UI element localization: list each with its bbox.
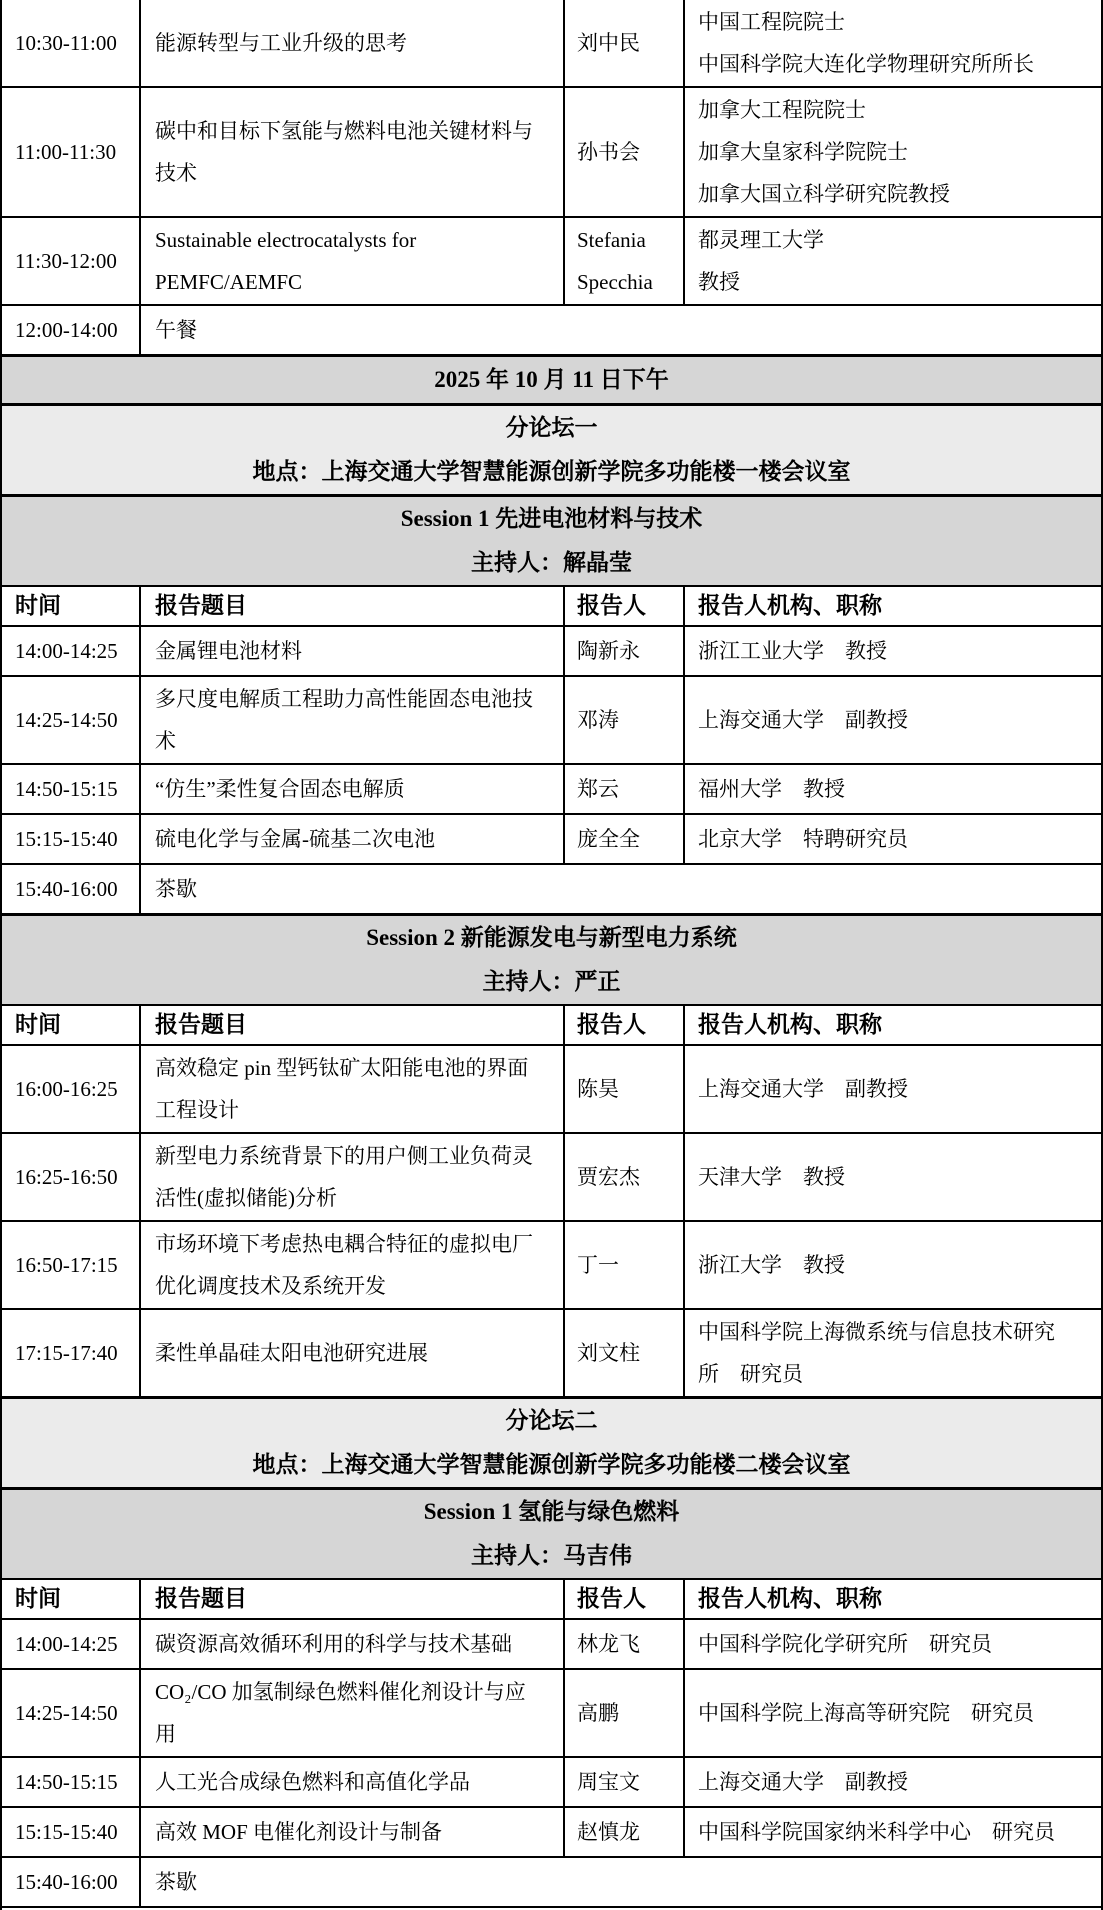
time-text: 15:15-15:40 bbox=[15, 1820, 118, 1844]
title-text: Sustainable electrocatalysts for bbox=[155, 228, 417, 252]
time-cell bbox=[2, 1134, 141, 1220]
title-text: 碳中和目标下氢能与燃料电池关键材料与 bbox=[155, 119, 533, 143]
date-banner-text: 2025 年 10 月 11 日下午 bbox=[434, 367, 669, 392]
time-text: 14:00-14:25 bbox=[15, 1632, 118, 1656]
affiliation-text: 加拿大国立科学研究院教授 bbox=[698, 182, 950, 206]
time-text: 14:50-15:15 bbox=[15, 777, 118, 801]
column-header-affiliation bbox=[685, 587, 1101, 625]
affiliation-text: 教授 bbox=[698, 270, 740, 294]
speaker-text: 刘中民 bbox=[577, 31, 640, 55]
schedule-row bbox=[2, 865, 1101, 915]
affiliation-cell bbox=[685, 765, 1101, 813]
title-cell bbox=[141, 627, 565, 675]
speaker-cell bbox=[565, 218, 685, 304]
time-text: 14:25-14:50 bbox=[15, 1701, 118, 1725]
column-header-label: 报告人 bbox=[577, 593, 646, 618]
schedule-row bbox=[2, 306, 1101, 356]
title-cell bbox=[141, 1808, 565, 1856]
speaker-cell bbox=[565, 1808, 685, 1856]
affiliation-text: 中国科学院国家纳米科学中心 研究员 bbox=[698, 1820, 1055, 1844]
affiliation-text: 中国科学院上海微系统与信息技术研究 bbox=[698, 1320, 1055, 1344]
speaker-text: 林龙飞 bbox=[577, 1632, 640, 1656]
title-cell bbox=[141, 1046, 565, 1132]
time-cell bbox=[2, 1046, 141, 1132]
affiliation-cell bbox=[685, 815, 1101, 863]
break-text: 茶歇 bbox=[155, 877, 197, 901]
schedule-row bbox=[2, 815, 1101, 865]
title-text: 技术 bbox=[155, 161, 197, 185]
schedule-row bbox=[2, 627, 1101, 677]
speaker-cell bbox=[565, 1310, 685, 1396]
schedule-row bbox=[2, 1310, 1101, 1398]
column-header-label: 报告人 bbox=[577, 1012, 646, 1037]
title-text: 柔性单晶硅太阳电池研究进展 bbox=[155, 1341, 428, 1365]
time-cell bbox=[2, 1222, 141, 1308]
title-text: 能源转型与工业升级的思考 bbox=[155, 31, 407, 55]
title-cell bbox=[141, 1758, 565, 1806]
title-text: 活性(虚拟储能)分析 bbox=[155, 1186, 337, 1210]
affiliation-text: 上海交通大学 副教授 bbox=[698, 708, 908, 732]
speaker-text: 周宝文 bbox=[577, 1770, 640, 1794]
schedule-row bbox=[2, 1222, 1101, 1310]
schedule-row bbox=[2, 1758, 1101, 1808]
affiliation-cell bbox=[685, 627, 1101, 675]
column-header-time bbox=[2, 1580, 141, 1618]
affiliation-text: 上海交通大学 副教授 bbox=[698, 1077, 908, 1101]
time-cell bbox=[2, 88, 141, 216]
speaker-text: Specchia bbox=[577, 270, 653, 294]
affiliation-text: 浙江工业大学 教授 bbox=[698, 639, 887, 663]
time-text: 14:25-14:50 bbox=[15, 708, 118, 732]
time-text: 10:30-11:00 bbox=[15, 31, 117, 55]
speaker-cell bbox=[565, 0, 685, 86]
schedule-row bbox=[2, 765, 1101, 815]
column-header-affiliation bbox=[685, 1006, 1101, 1044]
speaker-cell bbox=[565, 1758, 685, 1806]
title-cell bbox=[141, 677, 565, 763]
speaker-text: Stefania bbox=[577, 228, 646, 252]
affiliation-cell bbox=[685, 1670, 1101, 1756]
speaker-text: 邓涛 bbox=[577, 708, 619, 732]
title-cell bbox=[141, 1620, 565, 1668]
schedule-row bbox=[2, 1858, 1101, 1908]
speaker-cell bbox=[565, 1134, 685, 1220]
session-banner-text: Session 2 新能源发电与新型电力系统 bbox=[366, 925, 737, 950]
time-cell bbox=[2, 815, 141, 863]
time-cell bbox=[2, 865, 141, 913]
merged-break-cell bbox=[141, 306, 1101, 354]
time-text: 16:25-16:50 bbox=[15, 1165, 118, 1189]
title-text: 工程设计 bbox=[155, 1098, 239, 1122]
speaker-cell bbox=[565, 88, 685, 216]
title-text: 市场环境下考虑热电耦合特征的虚拟电厂 bbox=[155, 1232, 533, 1256]
time-cell bbox=[2, 1670, 141, 1756]
time-text: 14:50-15:15 bbox=[15, 1770, 118, 1794]
column-header-label: 报告人机构、职称 bbox=[698, 593, 882, 618]
session-banner-text: Session 1 氢能与绿色燃料 bbox=[423, 1499, 680, 1524]
schedule-row bbox=[2, 677, 1101, 765]
break-text: 午餐 bbox=[155, 318, 197, 342]
affiliation-text: 中国科学院上海高等研究院 研究员 bbox=[698, 1701, 1034, 1725]
schedule-row bbox=[2, 218, 1101, 306]
speaker-cell bbox=[565, 1670, 685, 1756]
affiliation-text: 上海交通大学 副教授 bbox=[698, 1770, 908, 1794]
speaker-cell bbox=[565, 815, 685, 863]
column-header-label: 时间 bbox=[15, 593, 61, 618]
column-header-row bbox=[2, 1006, 1101, 1046]
title-cell bbox=[141, 0, 565, 86]
speaker-text: 庞全全 bbox=[577, 827, 640, 851]
affiliation-text: 都灵理工大学 bbox=[698, 228, 824, 252]
affiliation-cell bbox=[685, 1134, 1101, 1220]
time-text: 11:00-11:30 bbox=[15, 140, 117, 164]
affiliation-text: 中国科学院大连化学物理研究所所长 bbox=[698, 52, 1034, 76]
title-cell bbox=[141, 1670, 565, 1756]
title-cell bbox=[141, 88, 565, 216]
title-text: 金属锂电池材料 bbox=[155, 639, 302, 663]
time-cell bbox=[2, 627, 141, 675]
schedule-row bbox=[2, 1620, 1101, 1670]
time-text: 12:00-14:00 bbox=[15, 318, 118, 342]
forum-banner bbox=[2, 405, 1101, 496]
affiliation-cell bbox=[685, 1310, 1101, 1396]
time-cell bbox=[2, 1310, 141, 1396]
title-cell bbox=[141, 1310, 565, 1396]
speaker-cell bbox=[565, 1046, 685, 1132]
session-banner-text: 主持人：严正 bbox=[482, 969, 621, 994]
title-text: “仿生”柔性复合固态电解质 bbox=[155, 777, 405, 801]
title-text: 优化调度技术及系统开发 bbox=[155, 1274, 386, 1298]
session-banner bbox=[2, 496, 1101, 587]
forum-banner-text: 地点：上海交通大学智慧能源创新学院多功能楼二楼会议室 bbox=[252, 1452, 851, 1477]
column-header-title bbox=[141, 587, 565, 625]
affiliation-text: 加拿大皇家科学院院士 bbox=[698, 140, 908, 164]
session-banner-text: Session 1 先进电池材料与技术 bbox=[400, 506, 703, 531]
title-text: 人工光合成绿色燃料和高值化学品 bbox=[155, 1770, 470, 1794]
column-header-label: 报告人机构、职称 bbox=[698, 1012, 882, 1037]
title-cell bbox=[141, 815, 565, 863]
merged-break-cell bbox=[141, 1858, 1101, 1906]
session-banner bbox=[2, 1489, 1101, 1580]
title-text: 术 bbox=[155, 729, 176, 753]
schedule-row bbox=[2, 1046, 1101, 1134]
schedule-row bbox=[2, 0, 1101, 88]
column-header-label: 时间 bbox=[15, 1012, 61, 1037]
time-cell bbox=[2, 306, 141, 354]
affiliation-cell bbox=[685, 1620, 1101, 1668]
time-text: 14:00-14:25 bbox=[15, 639, 118, 663]
session-banner-text: 主持人：马吉伟 bbox=[471, 1543, 632, 1568]
affiliation-cell bbox=[685, 218, 1101, 304]
title-cell bbox=[141, 1222, 565, 1308]
column-header-affiliation bbox=[685, 1580, 1101, 1618]
affiliation-text: 浙江大学 教授 bbox=[698, 1253, 845, 1277]
column-header-title bbox=[141, 1580, 565, 1618]
schedule-row bbox=[2, 1670, 1101, 1758]
title-text: 碳资源高效循环利用的科学与技术基础 bbox=[155, 1632, 512, 1656]
title-text: 新型电力系统背景下的用户侧工业负荷灵 bbox=[155, 1144, 533, 1168]
time-cell bbox=[2, 1620, 141, 1668]
affiliation-cell bbox=[685, 1046, 1101, 1132]
title-text: 高效稳定 pin 型钙钛矿太阳能电池的界面 bbox=[155, 1056, 529, 1080]
column-header-time bbox=[2, 587, 141, 625]
time-text: 16:00-16:25 bbox=[15, 1077, 118, 1101]
title-text: 硫电化学与金属-硫基二次电池 bbox=[155, 827, 435, 851]
forum-banner-text: 分论坛二 bbox=[505, 1408, 598, 1433]
speaker-cell bbox=[565, 765, 685, 813]
affiliation-cell bbox=[685, 677, 1101, 763]
column-header-time bbox=[2, 1006, 141, 1044]
column-header-label: 时间 bbox=[15, 1586, 61, 1611]
merged-break-cell bbox=[141, 865, 1101, 913]
time-cell bbox=[2, 218, 141, 304]
speaker-text: 孙书会 bbox=[577, 140, 640, 164]
column-header-label: 报告人机构、职称 bbox=[698, 1586, 882, 1611]
time-cell bbox=[2, 1808, 141, 1856]
column-header-speaker bbox=[565, 1006, 685, 1044]
time-cell bbox=[2, 1758, 141, 1806]
time-text: 15:15-15:40 bbox=[15, 827, 118, 851]
affiliation-cell bbox=[685, 0, 1101, 86]
speaker-text: 高鹏 bbox=[577, 1701, 619, 1725]
time-cell bbox=[2, 677, 141, 763]
speaker-text: 贾宏杰 bbox=[577, 1165, 640, 1189]
column-header-speaker bbox=[565, 1580, 685, 1618]
speaker-cell bbox=[565, 1620, 685, 1668]
column-header-label: 报告题目 bbox=[155, 1012, 247, 1037]
title-text: PEMFC/AEMFC bbox=[155, 270, 303, 294]
forum-banner-text: 地点：上海交通大学智慧能源创新学院多功能楼一楼会议室 bbox=[252, 459, 851, 484]
affiliation-cell bbox=[685, 1758, 1101, 1806]
date-banner bbox=[2, 356, 1101, 405]
session-banner bbox=[2, 915, 1101, 1006]
speaker-text: 陶新永 bbox=[577, 639, 640, 663]
title-cell bbox=[141, 765, 565, 813]
affiliation-text: 天津大学 教授 bbox=[698, 1165, 845, 1189]
column-header-label: 报告题目 bbox=[155, 1586, 247, 1611]
speaker-text: 刘文柱 bbox=[577, 1341, 640, 1365]
title-cell bbox=[141, 218, 565, 304]
title-text: CO₂/CO 加氢制绿色燃料催化剂设计与应 bbox=[155, 1680, 526, 1704]
speaker-cell bbox=[565, 677, 685, 763]
column-header-row bbox=[2, 587, 1101, 627]
speaker-text: 赵慎龙 bbox=[577, 1820, 640, 1844]
column-header-label: 报告人 bbox=[577, 1586, 646, 1611]
session-banner-text: 主持人：解晶莹 bbox=[471, 550, 632, 575]
time-cell bbox=[2, 765, 141, 813]
speaker-cell bbox=[565, 1222, 685, 1308]
time-text: 11:30-12:00 bbox=[15, 249, 117, 273]
break-text: 茶歇 bbox=[155, 1870, 197, 1894]
title-text: 用 bbox=[155, 1722, 176, 1746]
title-cell bbox=[141, 1134, 565, 1220]
column-header-row bbox=[2, 1580, 1101, 1620]
affiliation-text: 北京大学 特聘研究员 bbox=[698, 827, 908, 851]
speaker-text: 郑云 bbox=[577, 777, 619, 801]
affiliation-text: 所 研究员 bbox=[698, 1362, 803, 1386]
time-cell bbox=[2, 0, 141, 86]
affiliation-cell bbox=[685, 1222, 1101, 1308]
affiliation-cell bbox=[685, 88, 1101, 216]
time-text: 15:40-16:00 bbox=[15, 1870, 118, 1894]
affiliation-cell bbox=[685, 1808, 1101, 1856]
time-text: 16:50-17:15 bbox=[15, 1253, 118, 1277]
speaker-text: 丁一 bbox=[577, 1253, 619, 1277]
speaker-text: 陈昊 bbox=[577, 1077, 619, 1101]
conference-schedule-table bbox=[2, 0, 1101, 1908]
affiliation-text: 福州大学 教授 bbox=[698, 777, 845, 801]
speaker-cell bbox=[565, 627, 685, 675]
column-header-label: 报告题目 bbox=[155, 593, 247, 618]
schedule-row bbox=[2, 88, 1101, 218]
affiliation-text: 中国工程院院士 bbox=[698, 10, 845, 34]
schedule-row bbox=[2, 1134, 1101, 1222]
affiliation-text: 加拿大工程院院士 bbox=[698, 98, 866, 122]
time-cell bbox=[2, 1858, 141, 1906]
column-header-title bbox=[141, 1006, 565, 1044]
column-header-speaker bbox=[565, 587, 685, 625]
forum-banner bbox=[2, 1398, 1101, 1489]
title-text: 高效 MOF 电催化剂设计与制备 bbox=[155, 1820, 443, 1844]
schedule-row bbox=[2, 1808, 1101, 1858]
time-text: 15:40-16:00 bbox=[15, 877, 118, 901]
time-text: 17:15-17:40 bbox=[15, 1341, 118, 1365]
forum-banner-text: 分论坛一 bbox=[505, 415, 598, 440]
title-text: 多尺度电解质工程助力高性能固态电池技 bbox=[155, 687, 533, 711]
affiliation-text: 中国科学院化学研究所 研究员 bbox=[698, 1632, 992, 1656]
